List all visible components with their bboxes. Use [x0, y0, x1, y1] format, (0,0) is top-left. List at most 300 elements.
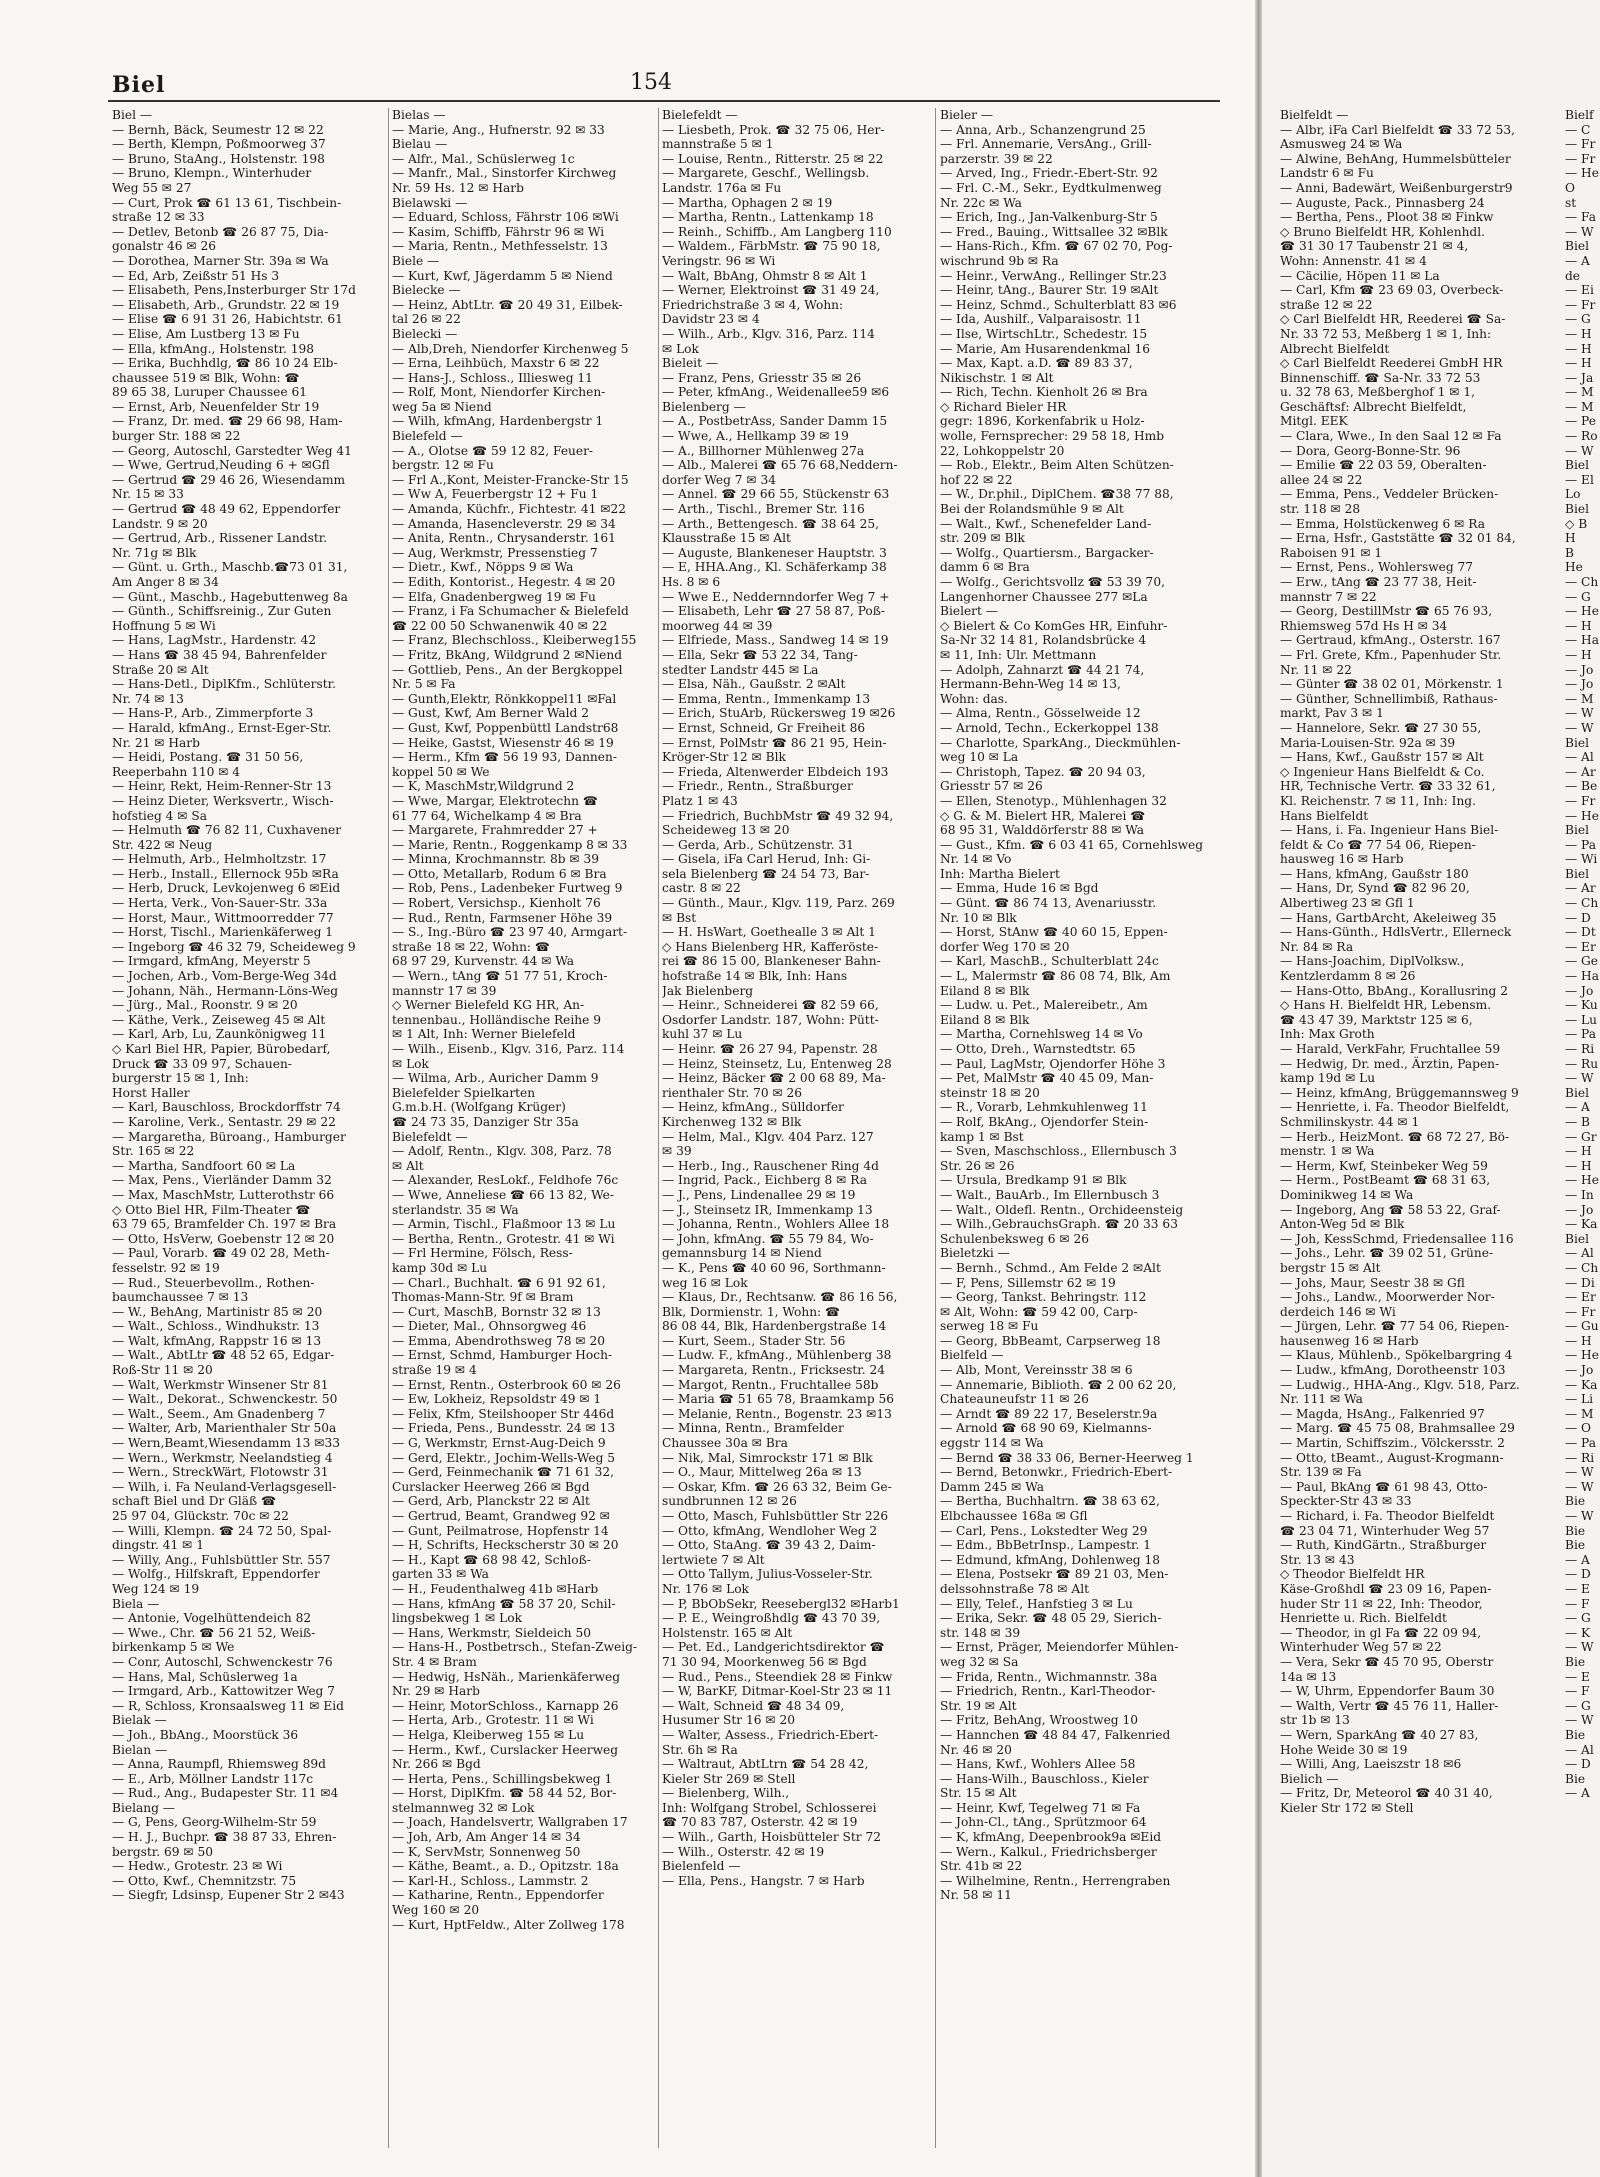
directory-entry: — J., Steinsetz IR, Immenkamp 13 — [662, 1202, 873, 1217]
directory-entry: — Horst, DiplKfm. ☎ 58 44 52, Bor- — [392, 1786, 617, 1801]
directory-entry: — Marg. ☎ 45 75 08, Brahmsallee 29 — [1280, 1421, 1515, 1436]
directory-entry: 25 97 04, Glückstr. 70c ✉ 22 — [112, 1509, 289, 1523]
directory-entry: — Gisela, iFa Carl Herud, Inh: Gi- — [662, 852, 871, 867]
directory-entry: — Willi, Klempn. ☎ 24 72 50, Spal- — [112, 1523, 332, 1538]
directory-entry: — Waltraut, AbtLtrn ☎ 54 28 42, — [662, 1757, 869, 1772]
directory-entry: kamp 30d ✉ Lu — [392, 1260, 488, 1275]
directory-entry: — Adolph, Zahnarzt ☎ 44 21 74, — [940, 662, 1145, 677]
directory-entry: — Emma, Rentn., Immenkamp 13 — [662, 691, 871, 706]
directory-entry: — H — [1565, 1158, 1592, 1173]
directory-entry: — Erw., tAng ☎ 23 77 38, Heit- — [1280, 575, 1477, 589]
directory-entry: 68 95 31, Walddörferstr 88 ✉ Wa — [940, 823, 1145, 838]
directory-entry: — Wolfg., Gerichtsvollz ☎ 53 39 70, — [940, 575, 1165, 589]
directory-entry: — Ingeborg ☎ 46 32 79, Scheideweg 9 — [112, 939, 356, 954]
directory-entry: — Hans, LagMstr., Hardenstr. 42 — [112, 633, 317, 648]
directory-entry: — Robert, Versichsp., Kienholt 76 — [392, 896, 601, 911]
directory-entry: Scheideweg 13 ✉ 20 — [662, 823, 790, 838]
directory-entry: Speckter-Str 43 ✉ 33 — [1280, 1494, 1412, 1509]
directory-entry: — Martha, Ophagen 2 ✉ 19 — [662, 195, 833, 210]
directory-entry: rei ☎ 86 15 00, Blankeneser Bahn- — [662, 954, 881, 969]
directory-entry: — Hans-Rich., Kfm. ☎ 67 02 70, Pog- — [940, 239, 1173, 254]
directory-entry: — Max, Kapt. a.D. ☎ 89 83 37, — [940, 356, 1133, 371]
directory-entry: Kieler Str 269 ✉ Stell — [662, 1771, 796, 1786]
directory-entry: — K., Pens ☎ 40 60 96, Sorthmann- — [662, 1260, 886, 1275]
directory-entry: — Rob., Elektr., Beim Alten Schützen- — [940, 458, 1174, 473]
directory-entry: Bielert — — [940, 604, 998, 619]
directory-entry: — Berth, Klempn, Poßmoorweg 37 — [112, 137, 326, 152]
directory-entry: — Ro — [1565, 429, 1598, 444]
directory-entry: Osdorfer Landstr. 187, Wohn: Pütt- — [662, 1012, 879, 1027]
directory-entry: — Klaus, Mühlenb., Spökelbargring 4 — [1280, 1348, 1513, 1363]
directory-entry: Nr. 15 ✉ 33 — [112, 487, 184, 502]
directory-entry: parzerstr. 39 ✉ 22 — [940, 151, 1053, 166]
directory-entry: — Walt., Seem., Am Gnadenberg 7 — [112, 1406, 326, 1421]
directory-entry: ◇ Carl Bielfeldt Reederei GmbH HR — [1280, 356, 1503, 371]
directory-entry: — Erika, Sekr. ☎ 48 05 29, Sierich- — [940, 1611, 1162, 1626]
directory-entry: Inh: Wolfgang Strobel, Schlosserei — [662, 1800, 877, 1815]
directory-entry: — Fritz, BkAng, Wildgrund 2 ✉Niend — [392, 647, 623, 662]
directory-entry: — Gust, Kwf, Am Berner Wald 2 — [392, 706, 589, 721]
directory-entry: — Ha — [1565, 969, 1599, 984]
directory-entry: straße 12 ✉ 33 — [112, 210, 205, 225]
directory-entry: — Heinz, Bäcker ☎ 2 00 68 89, Ma- — [662, 1071, 886, 1086]
directory-entry: allee 24 ✉ 22 — [1280, 472, 1363, 487]
directory-entry: — Ludw., kfmAng, Dorotheenstr 103 — [1280, 1363, 1506, 1378]
directory-entry: — Di — [1565, 1275, 1595, 1290]
directory-entry: — Auguste, Pack., Pinnasberg 24 — [1280, 195, 1485, 210]
directory-entry: — Karl, Bauschloss, Brockdorffstr 74 — [112, 1100, 341, 1115]
directory-entry: str 1b ✉ 13 — [1280, 1713, 1350, 1728]
directory-entry: — Pa — [1565, 837, 1596, 852]
directory-entry: — Horst, StAnw ☎ 40 60 15, Eppen- — [940, 925, 1168, 940]
directory-entry: — Manfr., Mal., Sinstorfer Kirchweg — [392, 166, 617, 181]
directory-entry: Str. 165 ✉ 22 — [112, 1144, 195, 1159]
directory-entry: — Ha — [1565, 633, 1599, 648]
directory-entry: Nr. 14 ✉ Vo — [940, 852, 1012, 867]
directory-entry: ◇ Karl Biel HR, Papier, Bürobedarf, — [112, 1042, 331, 1056]
directory-entry: — Margot, Rentn., Fruchtallee 58b — [662, 1377, 879, 1392]
directory-entry: — Ida, Aushilf., Valparaisostr. 11 — [940, 312, 1142, 327]
directory-entry: — Marie, Am Husarendenkmal 16 — [940, 341, 1150, 356]
directory-entry: — Armin, Tischl., Flaßmoor 13 ✉ Lu — [392, 1217, 616, 1232]
directory-entry: ✉ 1 Alt, Inh: Werner Bielefeld — [392, 1027, 576, 1042]
directory-entry: — Herb., HeizMont. ☎ 68 72 27, Bö- — [1280, 1129, 1510, 1144]
directory-entry: — O — [1565, 1421, 1592, 1436]
directory-entry: — Wern,Beamt,Wiesendamm 13 ✉33 — [112, 1436, 341, 1451]
directory-entry: — K, MaschMstr,Wildgrund 2 — [392, 779, 575, 794]
directory-entry: — Günt., Maschb., Hagebuttenweg 8a — [112, 589, 348, 604]
directory-entry: — Hans-Otto, BbAng., Korallusring 2 — [1280, 983, 1508, 998]
directory-entry: — Otto, Kwf., Chemnitzstr. 75 — [112, 1873, 297, 1888]
directory-entry: — Ilse, WirtschLtr., Schedestr. 15 — [940, 326, 1148, 341]
directory-entry: — Reinh., Schiffb., Am Langberg 110 — [662, 224, 892, 239]
directory-entry: — Werner, Elektroinst ☎ 31 49 24, — [662, 283, 880, 298]
directory-entry: — H. J., Buchpr. ☎ 38 87 33, Ehren- — [112, 1830, 337, 1845]
directory-entry: derdeich 146 ✉ Wi — [1280, 1304, 1396, 1319]
directory-entry: — Ka — [1565, 1217, 1598, 1232]
directory-entry: — Hannelore, Sekr. ☎ 27 30 55, — [1280, 720, 1482, 735]
directory-entry: Straße 20 ✉ Alt — [112, 662, 209, 677]
directory-entry: — Kurt, Seem., Stader Str. 56 — [662, 1333, 846, 1348]
directory-entry: — He — [1565, 1348, 1599, 1363]
directory-entry: — Oskar, Kfm. ☎ 26 63 32, Beim Ge- — [662, 1479, 892, 1494]
directory-entry: — Arth., Tischl., Bremer Str. 116 — [662, 502, 865, 517]
directory-entry: — Heinr, MotorSchloss., Karnapp 26 — [392, 1698, 619, 1713]
directory-entry: — R, Schloss, Kronsaalsweg 11 ✉ Eid — [112, 1698, 344, 1713]
directory-entry: — Pe — [1565, 414, 1596, 429]
directory-entry: — Margarete, Frahmredder 27 + — [392, 823, 598, 838]
directory-entry: — K — [1565, 1625, 1591, 1640]
directory-entry: schaft Biel und Dr Gläß ☎ — [112, 1494, 277, 1509]
directory-entry: — Franz, Pens, Griesstr 35 ✉ 26 — [662, 370, 862, 385]
directory-entry: — H — [1565, 1144, 1592, 1159]
directory-entry: burgerstr 15 ✉ 1, Inh: — [112, 1071, 249, 1086]
directory-entry: Bieletzki — — [940, 1246, 1010, 1261]
directory-entry: — Martin, Schiffszim., Völckersstr. 2 — [1280, 1436, 1505, 1451]
directory-entry: — Herb, Druck, Levkojenweg 6 ✉Eid — [112, 881, 341, 896]
directory-entry: Nr. 71g ✉ Blk — [112, 545, 197, 560]
directory-entry: — Joach, Handelsvertr, Wallgraben 17 — [392, 1815, 628, 1830]
directory-entry: dorfer Weg 7 ✉ 34 — [662, 472, 777, 487]
directory-entry: Biel — [1565, 239, 1589, 254]
directory-entry: — Ernst, Rentn., Osterbrook 60 ✉ 26 — [392, 1377, 621, 1392]
directory-entry: Bielefeld — — [392, 429, 463, 444]
directory-entry: — Wolfg., Hilfskraft, Eppendorfer — [112, 1567, 320, 1582]
directory-entry: — Ernst, Arb, Neuenfelder Str 19 — [112, 399, 320, 414]
directory-entry: — Herm., PostBeamt ☎ 68 31 63, — [1280, 1173, 1491, 1188]
directory-entry: — B — [1565, 1114, 1591, 1129]
directory-entry: — Kurt, Kwf, Jägerdamm 5 ✉ Niend — [392, 268, 613, 283]
directory-entry: Nr. 22c ✉ Wa — [940, 195, 1022, 210]
directory-entry: — Joh, KessSchmd, Friedensallee 116 — [1280, 1231, 1514, 1246]
directory-entry: Biel — [1565, 1085, 1589, 1100]
directory-entry: — Wilh, i. Fa Neuland-Verlagsgesell- — [112, 1479, 337, 1494]
directory-entry: — Detlev, Betonb ☎ 26 87 75, Dia- — [112, 224, 329, 239]
directory-entry: eggstr 114 ✉ Wa — [940, 1436, 1044, 1451]
directory-entry: — Rolf, BkAng., Ojendorfer Stein- — [940, 1114, 1149, 1129]
directory-entry: — W, BarKF, Ditmar-Koel-Str 23 ✉ 11 — [662, 1684, 893, 1699]
directory-entry: hofstraße 14 ✉ Blk, Inh: Hans — [662, 969, 848, 984]
directory-entry: — Joh., BbAng., Moorstück 36 — [112, 1727, 299, 1742]
directory-entry: ◇ Werner Bielefeld KG HR, An- — [392, 998, 585, 1013]
directory-entry: Weg 124 ✉ 19 — [112, 1581, 200, 1596]
directory-entry: kamp 1 ✉ Bst — [940, 1129, 1024, 1144]
directory-entry: — Eduard, Schloss, Fährstr 106 ✉Wi — [392, 210, 619, 225]
directory-entry: — Fr — [1565, 151, 1596, 166]
directory-entry: HR, Technische Vertr. ☎ 33 32 61, — [1280, 779, 1496, 794]
directory-entry: Str. 422 ✉ Neug — [112, 837, 213, 852]
directory-entry: — Minna, Krochmannstr. 8b ✉ 39 — [392, 852, 600, 867]
directory-entry: — Bielenberg, Wilh., — [662, 1786, 790, 1801]
directory-entry: — Elisabeth, Arb., Grundstr. 22 ✉ 19 — [112, 297, 340, 312]
directory-column-6-cut — [1565, 108, 1600, 2148]
directory-entry: — Ka — [1565, 1377, 1598, 1392]
directory-entry: — Bernd ☎ 38 33 06, Berner-Heerweg 1 — [940, 1450, 1194, 1465]
directory-entry: — Ar — [1565, 881, 1596, 896]
directory-entry: — Alb, Mont, Vereinsstr 38 ✉ 6 — [940, 1363, 1133, 1378]
directory-entry: — Magda, HsAng., Falkenried 97 — [1280, 1406, 1485, 1421]
directory-entry: — S., Ing.-Büro ☎ 23 97 40, Armgart- — [392, 925, 628, 940]
directory-entry: — Gerda, Arb., Schützenstr. 31 — [662, 837, 854, 852]
directory-entry: — Franz, Dr. med. ☎ 29 66 98, Ham- — [112, 414, 343, 429]
directory-entry: weg 10 ✉ La — [940, 750, 1019, 765]
directory-entry: — Martha, Sandfoort 60 ✉ La — [112, 1158, 296, 1173]
directory-column-1 — [112, 108, 388, 2148]
directory-entry: — Käthe, Beamt., a. D., Opitzstr. 18a — [392, 1859, 619, 1874]
directory-entry: — Rud., Rentn, Farmsener Höhe 39 — [392, 910, 613, 925]
directory-entry: — Maria, Rentn., Methfesselstr. 13 — [392, 239, 608, 254]
directory-entry: 89 65 38, Luruper Chaussee 61 — [112, 385, 307, 400]
directory-entry: — Bertha, Buchhaltrn. ☎ 38 63 62, — [940, 1494, 1160, 1509]
directory-entry: — Elise, Am Lustberg 13 ✉ Fu — [112, 326, 300, 341]
directory-entry: — M — [1565, 385, 1594, 400]
directory-entry: — Horst, Tischl., Marienkäferweg 1 — [112, 925, 334, 940]
directory-entry: — W — [1565, 1713, 1594, 1728]
directory-entry: Nr. 266 ✉ Bgd — [392, 1757, 481, 1772]
directory-entry: rienthaler Str. 70 ✉ 26 — [662, 1085, 803, 1100]
directory-entry: Str. 13 ✉ 43 — [1280, 1552, 1355, 1567]
directory-entry: — Er — [1565, 939, 1596, 954]
directory-entry: Inh: Martha Bielert — [940, 866, 1060, 881]
directory-entry: — Li — [1565, 1392, 1594, 1407]
directory-entry: — Er — [1565, 1290, 1596, 1305]
directory-entry: Bielf — [1565, 108, 1594, 122]
directory-entry: — Minna, Rentn., Bramfelder — [662, 1421, 844, 1436]
directory-entry: — Erich, Ing., Jan-Valkenburg-Str 5 — [940, 210, 1158, 225]
directory-entry: str. 209 ✉ Blk — [940, 531, 1025, 546]
directory-entry: Hoffnung 5 ✉ Wi — [112, 618, 216, 633]
directory-entry: — Al — [1565, 1246, 1594, 1261]
directory-entry: — Johs., Landw., Moorwerder Nor- — [1280, 1290, 1495, 1305]
directory-entry: — W — [1565, 1509, 1594, 1523]
directory-entry: — Ellen, Stenotyp., Mühlenhagen 32 — [940, 793, 1167, 808]
directory-entry: Bielas — — [392, 108, 446, 122]
directory-entry: — Hans-Günth., HdlsVertr., Ellerneck — [1280, 925, 1512, 940]
directory-entry: baumchaussee 7 ✉ 13 — [112, 1290, 249, 1305]
directory-entry: — Fritz, Dr, Meteorol ☎ 40 31 40, — [1280, 1786, 1493, 1801]
directory-entry: — Otto, Dreh., Warnstedtstr. 65 — [940, 1042, 1136, 1056]
directory-entry: — Hans ☎ 38 45 94, Bahrenfelder — [112, 647, 327, 662]
directory-entry: Binnenschiff. ☎ Sa-Nr. 33 72 53 — [1280, 370, 1481, 385]
directory-entry: — A., PostbetrAss, Sander Damm 15 — [662, 414, 888, 429]
directory-entry: — Karl, MaschB., Schulterblatt 24c — [940, 954, 1159, 969]
directory-entry: — Elly, Telef., Hanfstieg 3 ✉ Lu — [940, 1596, 1133, 1611]
directory-entry: moorweg 44 ✉ 39 — [662, 618, 773, 633]
directory-entry: Nr. 111 ✉ Wa — [1280, 1392, 1363, 1407]
directory-entry: — Ge — [1565, 954, 1599, 969]
directory-entry: 14a ✉ 13 — [1280, 1669, 1337, 1684]
directory-entry: Str. 6h ✉ Ra — [662, 1742, 738, 1757]
directory-entry: Bie — [1565, 1771, 1586, 1786]
directory-entry: Bielang — — [112, 1800, 175, 1815]
directory-entry: — Erika, Buchhdlg, ☎ 86 10 24 Elb- — [112, 356, 338, 371]
directory-entry: Bielenberg — — [662, 399, 746, 414]
directory-entry: — Hans, kfmAng, Gaußstr 180 — [1280, 866, 1469, 881]
directory-entry: — Herm., Kfm ☎ 56 19 93, Dannen- — [392, 750, 617, 765]
directory-entry: — He — [1565, 166, 1599, 181]
directory-entry: — Arnold ☎ 68 90 69, Kielmanns- — [940, 1421, 1152, 1436]
directory-entry: — Gunt, Peilmatrose, Hopfenstr 14 — [392, 1523, 609, 1538]
directory-entry: Horst Haller — [112, 1085, 190, 1100]
directory-entry: — Edm., BbBetrInsp., Lampestr. 1 — [940, 1538, 1152, 1553]
directory-entry: — Amanda, Hasencleverstr. 29 ✉ 34 — [392, 516, 616, 531]
directory-entry: — Rolf, Mont, Niendorfer Kirchen- — [392, 385, 606, 400]
directory-entry: — Herm, Kwf, Steinbeker Weg 59 — [1280, 1158, 1488, 1173]
directory-entry: Bielan — — [112, 1742, 168, 1757]
directory-entry: — C — [1565, 122, 1591, 137]
directory-entry: steinstr 18 ✉ 20 — [940, 1085, 1040, 1100]
directory-entry: — Helm, Mal., Klgv. 404 Parz. 127 — [662, 1129, 874, 1144]
directory-entry: Kentzlerdamm 8 ✉ 26 — [1280, 969, 1416, 984]
directory-entry: — Ri — [1565, 1042, 1595, 1056]
directory-entry: — Wern, SparkAng ☎ 40 27 83, — [1280, 1727, 1479, 1742]
directory-entry: — L, Malermstr ☎ 86 08 74, Blk, Am — [940, 969, 1171, 984]
directory-entry: — Elsa, Näh., Gaußstr. 2 ✉Alt — [662, 677, 846, 692]
directory-entry: — Heinr., Schneiderei ☎ 82 59 66, — [662, 998, 879, 1013]
directory-entry: str. 118 ✉ 28 — [1280, 502, 1361, 517]
directory-entry: — A — [1565, 1100, 1590, 1115]
directory-entry: — Conr, Autoschl, Schwenckestr 76 — [112, 1654, 333, 1669]
directory-entry: — Gertraud, kfmAng., Osterstr. 167 — [1280, 633, 1501, 648]
directory-entry: — Alb., Malerei ☎ 65 76 68,Neddern- — [662, 458, 898, 473]
directory-entry: fesselstr. 92 ✉ 19 — [112, 1260, 220, 1275]
directory-entry: Nikischstr. 1 ✉ Alt — [940, 370, 1054, 385]
directory-entry: — D — [1565, 910, 1591, 925]
directory-entry: — Wern., Kalkul., Friedrichsberger — [940, 1844, 1157, 1859]
directory-entry: — H — [1565, 1333, 1592, 1348]
directory-entry: — Friedr., Rentn., Straßburger — [662, 779, 853, 794]
directory-entry: — Herm., Kwf., Curslacker Heerweg — [392, 1742, 619, 1757]
directory-entry: G.m.b.H. (Wolfgang Krüger) — [392, 1100, 566, 1115]
directory-entry: Biel — — [112, 108, 153, 122]
directory-entry: — Ernst, Schneid, Gr Freiheit 86 — [662, 720, 866, 735]
directory-entry: — Jürg., Mal., Roonstr. 9 ✉ 20 — [112, 998, 298, 1013]
directory-entry: Friedrichstraße 3 ✉ 4, Wohn: — [662, 297, 844, 312]
directory-entry: B — [1565, 545, 1574, 560]
directory-entry: — Günth., Maur., Klgv. 119, Parz. 269 — [662, 896, 895, 911]
directory-entry: — Ernst, Pens., Wohlersweg 77 — [1280, 560, 1474, 575]
directory-entry: — Jürgen, Lehr. ☎ 77 54 06, Riepen- — [1280, 1319, 1509, 1334]
directory-entry: — Walter, Arb, Marienthaler Str 50a — [112, 1421, 337, 1436]
directory-entry: — Friedrich, Rentn., Karl-Theodor- — [940, 1684, 1156, 1699]
directory-entry: — He — [1565, 1173, 1599, 1188]
directory-entry: Bie — [1565, 1654, 1586, 1669]
directory-entry: — Johs, Maur, Seestr 38 ✉ Gfl — [1280, 1275, 1465, 1290]
directory-entry: mannstr 7 ✉ 22 — [1280, 589, 1377, 604]
directory-entry: — Hans-Joachim, DiplVolksw., — [1280, 954, 1465, 969]
directory-entry: — Curt, Prok ☎ 61 13 61, Tischbein- — [112, 195, 342, 210]
directory-entry: Chaussee 30a ✉ Bra — [662, 1436, 788, 1451]
directory-entry: Landstr 6 ✉ Fu — [1280, 166, 1374, 181]
directory-entry: — W — [1565, 224, 1594, 239]
directory-entry: — Harald, kfmAng., Ernst-Eger-Str. — [112, 720, 332, 735]
directory-entry: Bielfeld — — [940, 1348, 1004, 1363]
directory-entry: — Karl-H., Schloss., Lammstr. 2 — [392, 1873, 589, 1888]
directory-entry: — Ei — [1565, 283, 1594, 298]
directory-entry: — Günth., Schiffsreinig., Zur Guten — [112, 604, 332, 619]
directory-entry: — Nik, Mal, Simrockstr 171 ✉ Blk — [662, 1450, 873, 1465]
directory-entry: — F — [1565, 1596, 1590, 1611]
directory-entry: Am Anger 8 ✉ 34 — [112, 575, 219, 589]
directory-entry: ✉ 11, Inh: Ulr. Mettmann — [940, 647, 1097, 662]
directory-entry: feldt & Co ☎ 77 54 06, Riepen- — [1280, 837, 1476, 852]
directory-entry: Kröger-Str 12 ✉ Blk — [662, 750, 786, 765]
directory-entry: — M — [1565, 1406, 1594, 1421]
directory-entry: sundbrunnen 12 ✉ 26 — [662, 1494, 797, 1509]
directory-entry: — W., BehAng, Martinistr 85 ✉ 20 — [112, 1304, 323, 1319]
directory-entry: Bie — [1565, 1494, 1586, 1509]
directory-entry: ☎ 22 00 50 Schwanenwik 40 ✉ 22 — [392, 618, 608, 633]
directory-entry: ✉ Lok — [392, 1056, 429, 1071]
directory-entry: — H — [1565, 647, 1592, 662]
directory-entry: — Siegfr, Ldsinsp, Eupener Str 2 ✉43 — [112, 1888, 345, 1903]
directory-entry: Biel — [1565, 735, 1589, 750]
directory-entry: Dominikweg 14 ✉ Wa — [1280, 1187, 1414, 1202]
directory-entry: — Louise, Rentn., Ritterstr. 25 ✉ 22 — [662, 151, 884, 166]
directory-entry: — H — [1565, 356, 1592, 371]
directory-entry: — Hans, Dr, Synd ☎ 82 96 20, — [1280, 881, 1470, 896]
directory-entry: burger Str. 188 ✉ 22 — [112, 429, 241, 444]
directory-entry: — E — [1565, 1669, 1590, 1684]
directory-entry: — Marie, Ang., Hufnerstr. 92 ✉ 33 — [392, 122, 605, 137]
directory-entry: — Margarete, Geschf., Wellingsb. — [662, 166, 870, 181]
directory-entry: — He — [1565, 808, 1599, 823]
directory-entry: str. 148 ✉ 39 — [940, 1625, 1021, 1640]
directory-entry: — Pa — [1565, 1436, 1596, 1451]
directory-entry: Biela — — [112, 1596, 160, 1611]
directory-entry: — Walt, BbAng, Ohmstr 8 ✉ Alt 1 — [662, 268, 868, 283]
directory-entry: — Karl, Arb, Lu, Zaunkönigweg 11 — [112, 1027, 327, 1042]
directory-entry: — Walt, Schneid ☎ 48 34 09, — [662, 1698, 845, 1713]
directory-entry: — Walt., BauArb., Im Ellernbusch 3 — [940, 1187, 1160, 1202]
directory-entry: — Heinr., VerwAng., Rellinger Str.23 — [940, 268, 1167, 283]
directory-entry: castr. 8 ✉ 22 — [662, 881, 741, 896]
directory-entry: Geschäftsf: Albrecht Bielfeldt, — [1280, 399, 1467, 414]
directory-entry: Schmilinskystr. 44 ✉ 1 — [1280, 1114, 1420, 1129]
directory-entry: — Hans-Detl., DiplKfm., Schlüterstr. — [112, 677, 336, 692]
directory-entry: — Elisabeth, Lehr ☎ 27 58 87, Poß- — [662, 604, 886, 619]
directory-entry: hausenweg 16 ✉ Harb — [1280, 1333, 1419, 1348]
directory-entry: — Christoph, Tapez. ☎ 20 94 03, — [940, 764, 1146, 779]
directory-entry: — Frida, Rentn., Wichmannstr. 38a — [940, 1669, 1158, 1684]
directory-entry: — Johanna, Rentn., Wohlers Allee 18 — [662, 1217, 890, 1232]
directory-entry: — Pet, MalMstr ☎ 40 45 09, Man- — [940, 1071, 1154, 1086]
directory-entry: — Jo — [1565, 1202, 1594, 1217]
directory-entry: weg 16 ✉ Lok — [662, 1275, 748, 1290]
directory-entry: — Georg, Autoschl, Garstedter Weg 41 — [112, 443, 352, 458]
directory-entry: — W — [1565, 1071, 1594, 1086]
directory-entry: Blk, Dormienstr. 1, Wohn: ☎ — [662, 1304, 841, 1319]
directory-entry: — Walt., AbtLtr ☎ 48 52 65, Edgar- — [112, 1348, 335, 1363]
directory-entry: — Alma, Rentn., Gösselweide 12 — [940, 706, 1141, 721]
directory-entry: — Harald, VerkFahr, Fruchtallee 59 — [1280, 1042, 1501, 1056]
directory-entry: — Arndt ☎ 89 22 17, Beselerstr.9a — [940, 1406, 1158, 1421]
directory-entry: ◇ Carl Bielfeldt HR, Reederei ☎ Sa- — [1280, 312, 1506, 327]
directory-entry: — Erna, Hsfr., Gaststätte ☎ 32 01 84, — [1280, 531, 1516, 546]
directory-entry: — Pet. Ed., Landgerichtsdirektor ☎ — [662, 1640, 885, 1655]
directory-entry: Wohn: Annenstr. 41 ✉ 4 — [1280, 253, 1427, 268]
directory-entry: — Ernst, PolMstr ☎ 86 21 95, Hein- — [662, 735, 887, 750]
directory-entry: — Curt, MaschB, Bornstr 32 ✉ 13 — [392, 1304, 601, 1319]
directory-entry: Nr. 59 Hs. 12 ✉ Harb — [392, 180, 524, 195]
directory-entry: — Rud., Pens., Steendiek 28 ✉ Finkw — [662, 1669, 893, 1684]
directory-entry: — H — [1565, 618, 1592, 633]
directory-entry: serweg 18 ✉ Fu — [940, 1319, 1039, 1334]
directory-column-2 — [392, 108, 668, 2148]
directory-entry: kuhl 37 ✉ Lu — [662, 1027, 743, 1042]
directory-entry: Bielak — — [112, 1713, 167, 1728]
directory-entry: — Dietr., Kwf., Nöpps 9 ✉ Wa — [392, 560, 574, 575]
